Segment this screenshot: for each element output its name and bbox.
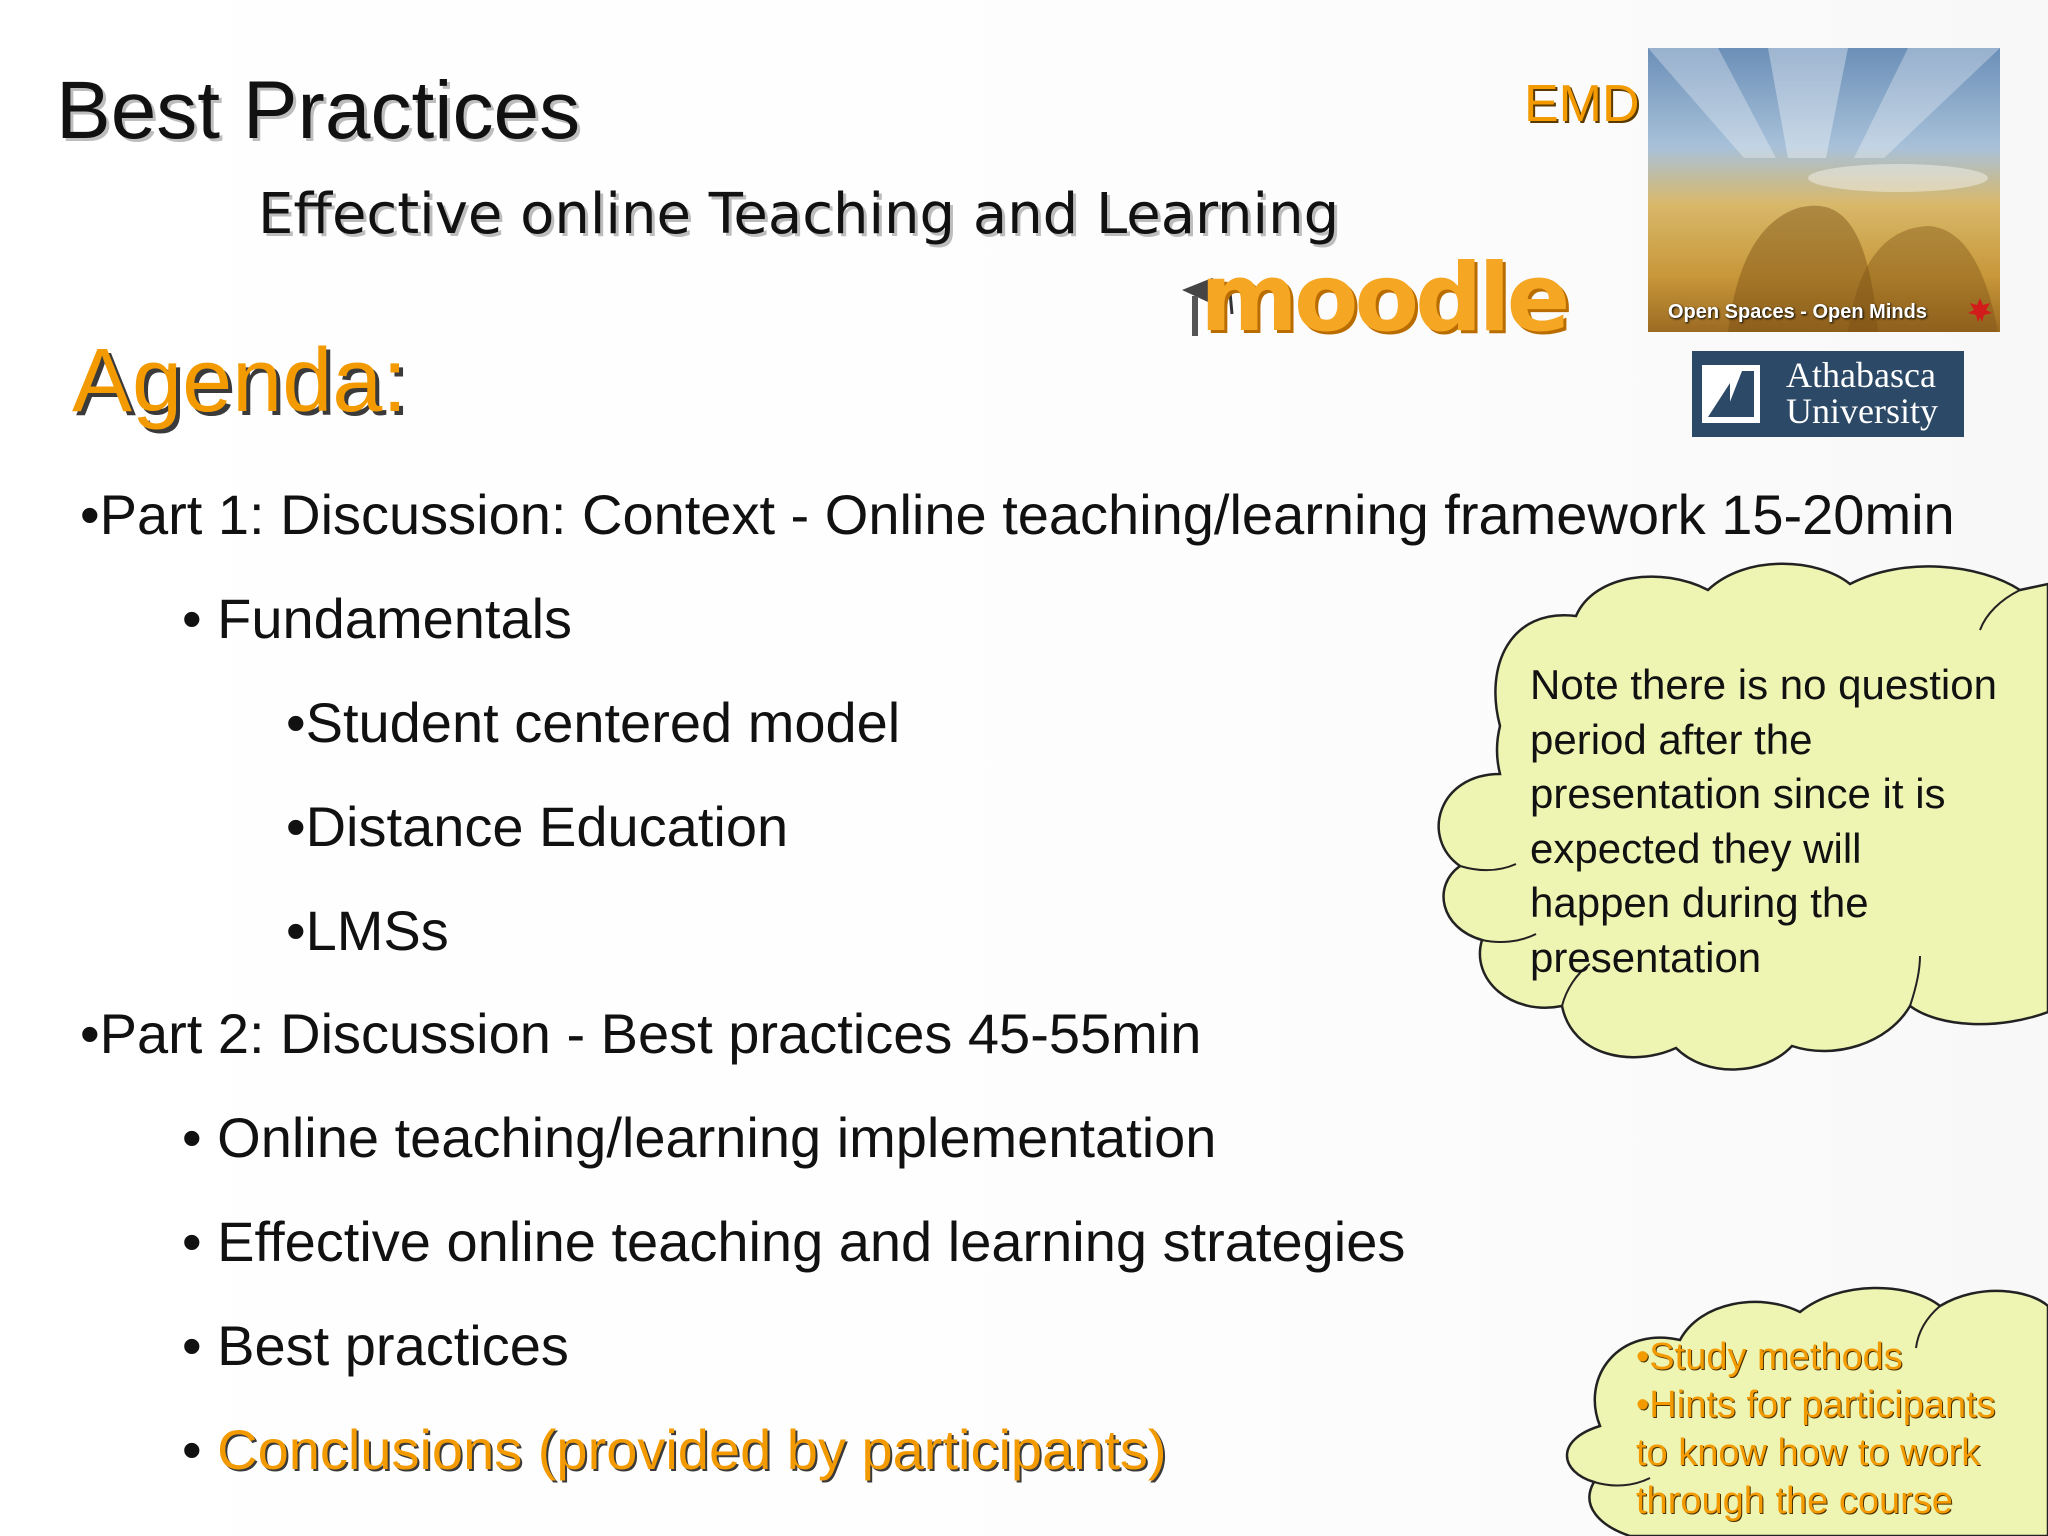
note-line: period after the [1530, 715, 1813, 763]
agenda-item-best-practices: • Best practices [182, 1314, 569, 1377]
note-line: happen during the [1530, 879, 1869, 926]
slide-subtitle: Effective online Teaching and Learning [258, 182, 1340, 247]
photo-caption: Open Spaces - Open Minds [1668, 301, 1927, 323]
note-line: presentation since it is [1530, 770, 1946, 817]
agenda-heading: Agenda: [72, 331, 408, 431]
conclusions-bullet: • [182, 1418, 218, 1481]
athabasca-university-logo [1692, 351, 1964, 437]
agenda-item-lmss: •LMSs [286, 899, 449, 962]
study-line: •Study methods [1636, 1336, 1903, 1378]
note-line: Note there is no question [1530, 661, 1997, 708]
conclusions-text: Conclusions (provided by participants) [217, 1418, 1167, 1481]
study-line: •Hints for participants [1636, 1384, 1996, 1426]
photo-graphic [1648, 48, 2000, 332]
moodle-wordmark: moodle [1200, 244, 1567, 353]
agenda-item-conclusions [182, 1417, 1167, 1482]
slide-title: Best Practices [56, 65, 581, 156]
agenda-item-part1: •Part 1: Discussion: Context - Online teaching/learning framework 15-20min [80, 483, 1955, 546]
study-methods-cloud-text [1636, 1333, 1996, 1525]
note-cloud-text [1530, 658, 1997, 985]
agenda-item-student-centered: •Student centered model [286, 691, 901, 754]
university-mark-icon [1702, 365, 1760, 423]
emd-label: EMD [1524, 75, 1640, 133]
study-line: through the course [1636, 1480, 1953, 1522]
agenda-item-distance-education: •Distance Education [286, 795, 789, 858]
agenda-item-fundamentals: • Fundamentals [182, 587, 573, 650]
university-name-line2: University [1786, 391, 1938, 431]
university-name-line1: Athabasca [1786, 355, 1936, 395]
agenda-item-implementation: • Online teaching/learning implementation [182, 1106, 1217, 1169]
agenda-item-part2: •Part 2: Discussion - Best practices 45-55min [80, 1002, 1202, 1065]
moodle-logo [1178, 244, 1567, 353]
study-line: to know how to work [1636, 1432, 1981, 1474]
agenda-item-strategies: • Effective online teaching and learning strategies [182, 1210, 1406, 1273]
note-line: expected they will [1530, 824, 1862, 872]
maple-leaf-icon [1966, 296, 1994, 324]
campus-photo [1648, 48, 2000, 332]
note-line: presentation [1530, 933, 1762, 981]
